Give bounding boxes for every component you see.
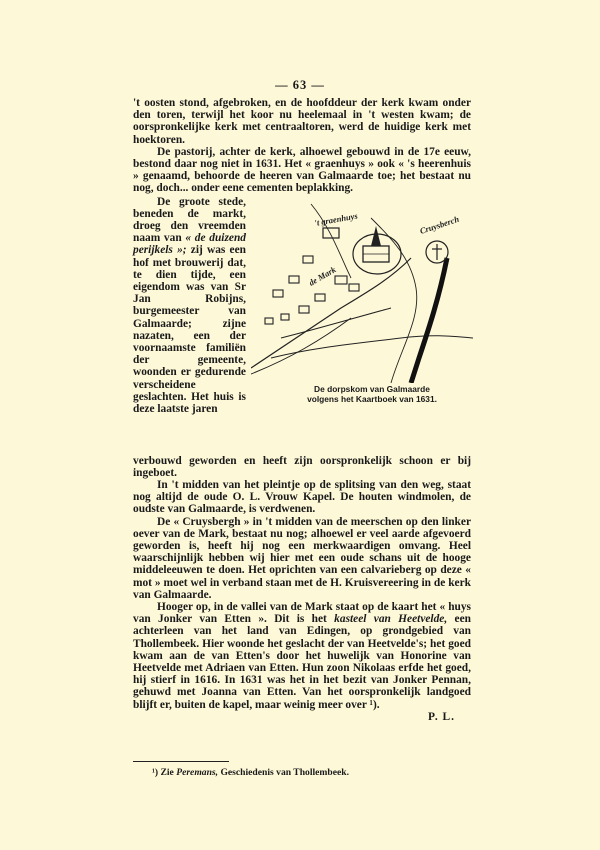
footnote-mark: ¹) Zie [152,767,174,778]
paragraph-6-text-b: een achterleen van het land van Edingen, op grondgebied van Thollembeek. Hier woonde het geslacht der van Heetvelde's; het goed kwam aan de van Etten's door het huwelijk van Honorine van Heetvelde met Adriaen van Etten. Hun zoon Nikolaas erfde het goed, hij stierf in 1616. In 1631 was het in het bezit van Jonker Pennan, gehuwd met Joanna van Etten. Van het oorspronkelijk landgoed blijft er, buiten de kapel, maar weinig meer over ¹). [133,613,471,711]
footnote-author: Peremans, [176,767,219,778]
paragraph-6 [133,601,471,711]
paragraph-3-start [133,196,246,416]
paragraph-6-text-a: Hooger op, in de vallei van de Mark staat op de kaart het « huys van Jonker van Etten ». Dit is het [133,601,471,626]
paragraph-3-text-b: zij was een hof met brouwerij dat, te dien tijde, een eigendom was van Sr Jan Robijns, burgemeester van Galmaarde; zijne nazaten, een der voornaamste familiën der gemeente, woonden er gedurende verscheidene geslachten. Het huis is deze laatste jaren [133,244,246,416]
paragraph-3-text-a: De groote stede, beneden de markt, droeg den vreemden naam van [133,195,246,245]
author-signature: P. L. [427,710,455,723]
paragraph-4: In 't midden van het pleintje op de splitsing van den weg, staat nog altijd de oude O. L. Vrouw Kapel. De houten windmolen, de oudste van Galmaarde, is verdwenen. [133,479,471,516]
paragraph-3-italic: « de duizend perijkels »; [133,232,246,257]
figure-caption [271,384,473,404]
label-mark: de Mark [307,263,338,288]
paragraph-3-end: verbouwd geworden en heeft zijn oorspronkelijk schoon er bij ingeboet. [133,454,471,479]
label-cruysberch: Cruysberch [418,213,461,236]
map-drawing [251,198,473,383]
page-number: — 63 — [275,78,325,92]
footnote-title: Geschiedenis van Thollembeek. [220,767,350,778]
paragraph-3-wrapped [133,196,246,416]
paragraph-6-italic: kasteel van Heetvelde, [334,613,448,626]
paragraph-5: De « Cruysbergh » in 't midden van de meerschen op den linker oever van de Mark, bestaat nu nog; alhoewel er veel aarde afgevoerd geworden is, heeft hij nog een merkwaardigen omvang. Heel waarschijnlijk hebben wij hier met een oude schans uit de hooge middeleeuwen te doen. Het oprichten van een calvarieberg op deze « mot » moet wel in verband staan met de H. Kruisvereering in de kerk van Galmaarde. [133,515,471,601]
caption-line-1: De dorpskom van Galmaarde [314,383,430,394]
label-graenhuys: 't graenhuys [313,210,359,228]
caption-line-2: volgens het Kaartboek van 1631. [307,393,437,404]
text-with-figure [133,196,471,455]
footnote [152,767,472,778]
footnote-rule [133,761,229,762]
paragraph-2: De pastorij, achter de kerk, alhoewel gebouwd in de 17e eeuw, bestond daar nog niet in 1631. Het « graenhuys » ook « 's heerenhuis » genaamd, behoorde de heeren van Galmaarde toe; het bestaat nu nog, doch... onder eene cementen beplakking. [133,145,471,195]
text-column [133,97,471,723]
paragraph-1: 't oosten stond, afgebroken, en de hoofddeur der kerk kwam onder den toren, terwijl het koor nu heelemaal in 't westen kwam; de oorspronkelijke kerk met centraaltoren, werd de huidige kerk met hoektoren. [133,97,471,146]
